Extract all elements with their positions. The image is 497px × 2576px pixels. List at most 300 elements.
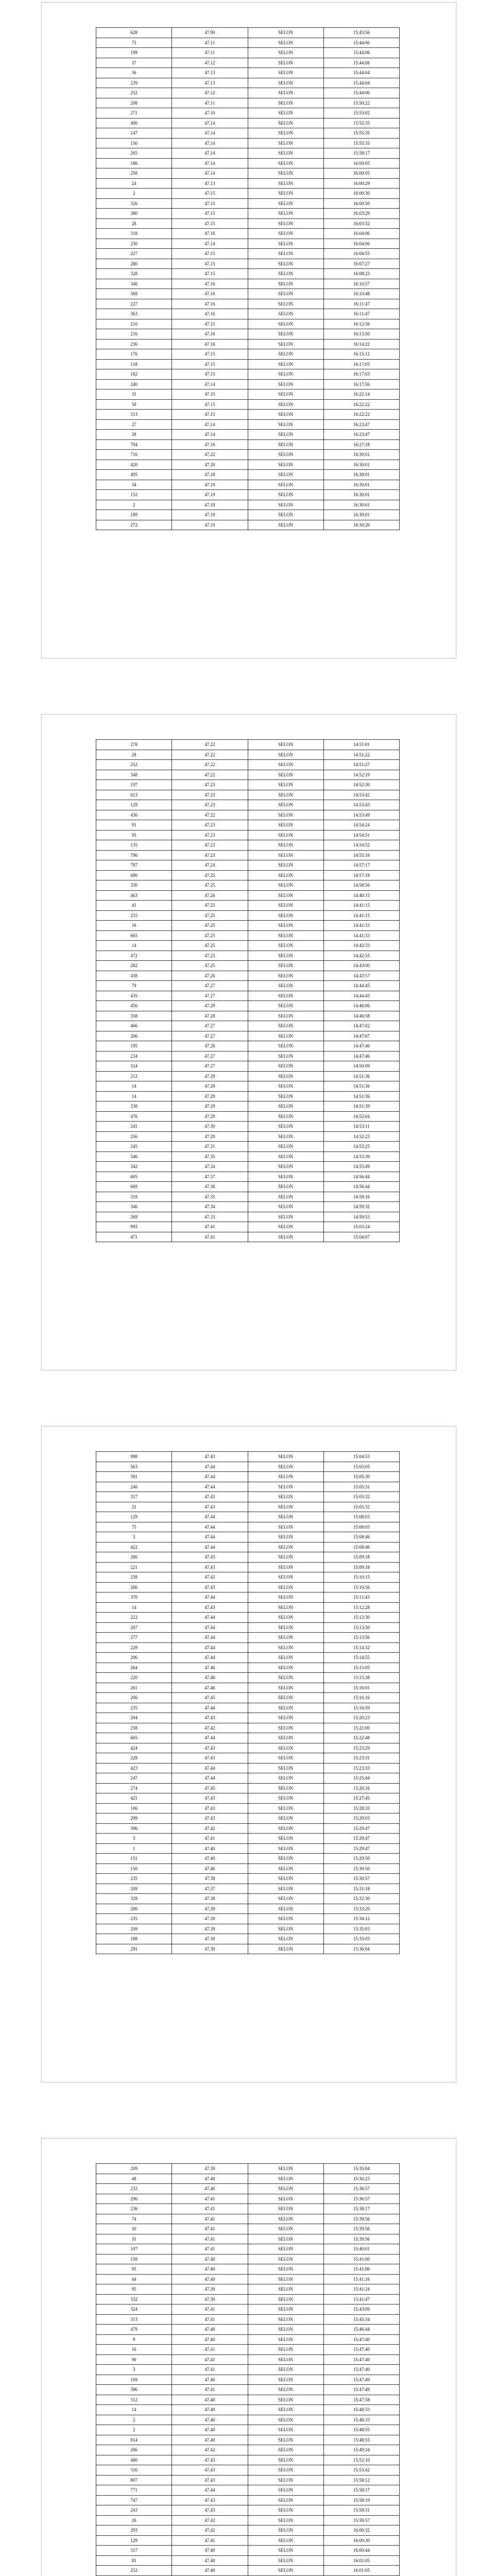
price-cell: 47.15 [172, 218, 248, 229]
price-cell: 47.38 [172, 1874, 248, 1884]
venue-cell: SELON [248, 2254, 323, 2264]
volume-cell: 690 [96, 870, 172, 880]
volume-cell: 563 [96, 1462, 172, 1472]
volume-cell: 3 [96, 1532, 172, 1543]
table-row [96, 2284, 400, 2295]
venue-cell: SELON [248, 921, 323, 931]
time-cell: 15:14:55 [323, 1653, 399, 1663]
venue-cell: SELON [248, 1713, 323, 1723]
volume-cell: 195 [96, 1041, 172, 1052]
table-row [96, 1182, 400, 1192]
volume-cell: 318 [96, 229, 172, 239]
time-cell: 15:16:59 [323, 1703, 399, 1713]
table-row [96, 329, 400, 340]
table-row [96, 941, 400, 951]
volume-cell: 282 [96, 961, 172, 971]
volume-cell: 391 [96, 1472, 172, 1482]
volume-cell: 771 [96, 2485, 172, 2496]
venue-cell: SELON [248, 1122, 323, 1132]
venue-cell: SELON [248, 510, 323, 520]
price-cell: 47.20 [172, 460, 248, 470]
time-cell: 14:53:49 [323, 810, 399, 820]
venue-cell: SELON [248, 2174, 323, 2184]
table-row [96, 2304, 400, 2315]
table-row [96, 1051, 400, 1061]
price-cell: 47.46 [172, 1683, 248, 1693]
time-cell: 16:00:05 [323, 158, 399, 168]
venue-cell: SELON [248, 1472, 323, 1482]
time-cell: 15:29:47 [323, 1834, 399, 1844]
price-cell: 47.25 [172, 930, 248, 941]
volume-cell: 421 [96, 1793, 172, 1804]
time-cell: 16:30:01 [323, 460, 399, 470]
time-cell: 15:08:46 [323, 1542, 399, 1552]
table-row [96, 450, 400, 460]
table-row [96, 1562, 400, 1572]
table-row [96, 2184, 400, 2194]
venue-cell: SELON [248, 1753, 323, 1764]
volume-cell: 74 [96, 2214, 172, 2224]
venue-cell: SELON [248, 218, 323, 229]
table-row [96, 490, 400, 500]
time-cell: 16:11:47 [323, 309, 399, 319]
price-cell: 47.44 [172, 1703, 248, 1713]
price-cell: 47.40 [172, 2254, 248, 2264]
volume-cell: 95 [96, 830, 172, 840]
volume-cell: 313 [96, 410, 172, 420]
table-row [96, 1212, 400, 1222]
price-cell: 47.40 [172, 2375, 248, 2385]
volume-cell: 245 [96, 1142, 172, 1152]
price-cell: 47.37 [172, 1172, 248, 1182]
venue-cell: SELON [248, 1863, 323, 1874]
table-row [96, 439, 400, 450]
table-row [96, 249, 400, 259]
table-row [96, 2546, 400, 2556]
price-cell: 47.40 [172, 2334, 248, 2345]
venue-cell: SELON [248, 279, 323, 289]
price-cell: 47.39 [172, 1914, 248, 1924]
table-row [96, 1582, 400, 1592]
price-cell: 47.14 [172, 239, 248, 249]
volume-cell: 2 [96, 500, 172, 510]
price-cell: 47.44 [172, 1733, 248, 1743]
volume-cell: 747 [96, 2495, 172, 2505]
volume-cell: 236 [96, 2204, 172, 2214]
table-row [96, 2365, 400, 2375]
table-row [96, 1773, 400, 1784]
table-row [96, 921, 400, 931]
table-row [96, 2435, 400, 2445]
time-cell: 15:47:40 [323, 2365, 399, 2375]
volume-cell: 236 [96, 339, 172, 349]
time-cell: 16:15:12 [323, 349, 399, 360]
price-cell: 47.43 [172, 1562, 248, 1572]
venue-cell: SELON [248, 1773, 323, 1784]
table-row [96, 1602, 400, 1613]
price-cell: 47.13 [172, 68, 248, 78]
time-cell: 15:15:38 [323, 1673, 399, 1683]
venue-cell: SELON [248, 1512, 323, 1522]
time-cell: 14:58:56 [323, 880, 399, 891]
volume-cell: 422 [96, 1542, 172, 1552]
volume-cell: 238 [96, 1572, 172, 1583]
time-cell: 15:13:50 [323, 1622, 399, 1633]
volume-cell: 326 [96, 198, 172, 209]
price-cell: 47.43 [172, 1713, 248, 1723]
volume-cell: 48 [96, 2174, 172, 2184]
table-row [96, 1111, 400, 1122]
table-row [96, 339, 400, 349]
table-row [96, 510, 400, 520]
venue-cell: SELON [248, 2505, 323, 2516]
price-cell: 47.39 [172, 2294, 248, 2304]
venue-cell: SELON [248, 108, 323, 118]
table-row [96, 108, 400, 118]
volume-cell: 243 [96, 2505, 172, 2516]
time-cell: 14:51:27 [323, 760, 399, 770]
time-cell: 14:51:01 [323, 740, 399, 750]
volume-cell: 256 [96, 1131, 172, 1142]
table-row [96, 2334, 400, 2345]
time-cell: 16:04:55 [323, 249, 399, 259]
table-row [96, 1834, 400, 1844]
table-row [96, 1031, 400, 1041]
volume-cell: 370 [96, 1592, 172, 1603]
table-row [96, 2325, 400, 2335]
venue-cell: SELON [248, 48, 323, 58]
venue-cell: SELON [248, 2214, 323, 2224]
volume-cell: 227 [96, 299, 172, 309]
table-row [96, 1522, 400, 1532]
price-cell: 47.40 [172, 2425, 248, 2435]
table-row [96, 2405, 400, 2415]
price-cell: 47.40 [172, 2435, 248, 2445]
volume-cell: 313 [96, 2314, 172, 2325]
time-cell: 15:04:07 [323, 1232, 399, 1242]
venue-cell: SELON [248, 269, 323, 279]
time-cell: 16:14:22 [323, 339, 399, 349]
volume-cell: 222 [96, 1613, 172, 1623]
price-cell: 47.22 [172, 760, 248, 770]
price-cell: 47.29 [172, 1001, 248, 1011]
venue-cell: SELON [248, 1162, 323, 1172]
volume-cell: 241 [96, 1122, 172, 1132]
time-cell: 15:47:40 [323, 2345, 399, 2355]
time-cell: 15:25:44 [323, 1773, 399, 1784]
volume-cell: 14 [96, 941, 172, 951]
venue-cell: SELON [248, 1111, 323, 1122]
table-row [96, 1462, 400, 1472]
table-row [96, 2254, 400, 2264]
price-cell: 47.15 [172, 269, 248, 279]
time-cell: 14:41:15 [323, 910, 399, 921]
volume-cell: 16 [96, 921, 172, 931]
volume-cell: 332 [96, 2294, 172, 2304]
table-row [96, 2164, 400, 2174]
table-row [96, 2485, 400, 2496]
volume-cell: 26 [96, 2515, 172, 2526]
table-row [96, 168, 400, 179]
table-row [96, 198, 400, 209]
venue-cell: SELON [248, 1914, 323, 1924]
venue-cell: SELON [248, 1763, 323, 1773]
volume-cell: 316 [96, 2465, 172, 2476]
price-cell: 47.27 [172, 1031, 248, 1041]
volume-cell: 216 [96, 329, 172, 340]
time-cell: 16:00:05 [323, 168, 399, 179]
table-row [96, 2495, 400, 2505]
venue-cell: SELON [248, 971, 323, 981]
price-cell: 47.25 [172, 870, 248, 880]
time-cell: 14:47:07 [323, 1031, 399, 1041]
table-row [96, 1172, 400, 1182]
venue-cell: SELON [248, 189, 323, 199]
table-row [96, 1693, 400, 1703]
time-cell: 15:53:42 [323, 2465, 399, 2476]
price-cell: 47.12 [172, 58, 248, 68]
venue-cell: SELON [248, 2264, 323, 2275]
volume-cell: 2 [96, 189, 172, 199]
venue-cell: SELON [248, 2546, 323, 2556]
table-row [96, 850, 400, 860]
table-row [96, 1854, 400, 1864]
time-cell: 15:47:40 [323, 2354, 399, 2365]
price-cell: 47.43 [172, 1803, 248, 1814]
price-cell: 47.28 [172, 1011, 248, 1021]
time-cell: 15:26:16 [323, 1783, 399, 1793]
time-cell: 14:42:55 [323, 951, 399, 961]
table-row [96, 118, 400, 128]
time-cell: 15:23:31 [323, 1753, 399, 1764]
venue-cell: SELON [248, 2445, 323, 2455]
volume-cell: 36 [96, 68, 172, 78]
time-cell: 14:55:16 [323, 850, 399, 860]
volume-cell: 21 [96, 1502, 172, 1512]
venue-cell: SELON [248, 1482, 323, 1492]
price-cell: 47.43 [172, 1552, 248, 1563]
venue-cell: SELON [248, 319, 323, 329]
venue-cell: SELON [248, 740, 323, 750]
time-cell: 16:13:50 [323, 329, 399, 340]
price-cell: 47.18 [172, 470, 248, 480]
table-row [96, 2345, 400, 2355]
price-cell: 47.44 [172, 1763, 248, 1773]
price-cell: 47.19 [172, 480, 248, 490]
volume-cell: 317 [96, 2546, 172, 2556]
price-cell: 47.27 [172, 1061, 248, 1072]
venue-cell: SELON [248, 430, 323, 440]
table-row [96, 78, 400, 88]
volume-cell: 293 [96, 2526, 172, 2536]
venue-cell: SELON [248, 118, 323, 128]
time-cell: 15:58:17 [323, 148, 399, 159]
table-row [96, 991, 400, 1001]
volume-cell: 90 [96, 2354, 172, 2365]
time-cell: 16:17:03 [323, 359, 399, 369]
volume-cell: 258 [96, 1723, 172, 1733]
price-cell: 47.37 [172, 1884, 248, 1894]
volume-cell: 151 [96, 1854, 172, 1864]
table-row [96, 971, 400, 981]
table-row [96, 1071, 400, 1081]
venue-cell: SELON [248, 910, 323, 921]
volume-cell: 628 [96, 28, 172, 38]
venue-cell: SELON [248, 1874, 323, 1884]
table-row [96, 430, 400, 440]
document-page-1 [41, 2, 456, 658]
volume-cell: 278 [96, 740, 172, 750]
volume-cell: 227 [96, 249, 172, 259]
time-cell: 15:36:57 [323, 2184, 399, 2194]
volume-cell: 271 [96, 108, 172, 118]
time-cell: 15:35:03 [323, 1924, 399, 1934]
price-cell: 47.41 [172, 2345, 248, 2355]
price-cell: 47.16 [172, 299, 248, 309]
volume-cell: 324 [96, 2304, 172, 2315]
volume-cell: 338 [96, 1101, 172, 1112]
price-cell: 47.25 [172, 951, 248, 961]
volume-cell: 252 [96, 2566, 172, 2576]
table-row [96, 480, 400, 490]
time-cell: 14:43:57 [323, 971, 399, 981]
price-cell: 47.44 [172, 1542, 248, 1552]
trades-table [96, 27, 400, 530]
time-cell: 15:50:22 [323, 98, 399, 108]
time-cell: 15:55:35 [323, 118, 399, 128]
volume-cell: 328 [96, 1894, 172, 1904]
table-row [96, 780, 400, 790]
volume-cell: 330 [96, 880, 172, 891]
time-cell: 14:52:23 [323, 1131, 399, 1142]
time-cell: 14:47:02 [323, 1021, 399, 1031]
table-row [96, 1232, 400, 1242]
price-cell: 47.22 [172, 810, 248, 820]
price-cell: 47.27 [172, 991, 248, 1001]
volume-cell: 476 [96, 1111, 172, 1122]
price-cell: 47.25 [172, 921, 248, 931]
time-cell: 15:49:34 [323, 2445, 399, 2455]
table-row [96, 740, 400, 750]
time-cell: 14:47:46 [323, 1041, 399, 1052]
price-cell: 47.44 [172, 1633, 248, 1643]
table-row [96, 369, 400, 380]
price-cell: 47.46 [172, 1663, 248, 1673]
venue-cell: SELON [248, 1834, 323, 1844]
volume-cell: 220 [96, 1673, 172, 1683]
document-page-2 [41, 714, 456, 1370]
venue-cell: SELON [248, 2515, 323, 2526]
volume-cell: 16 [96, 2345, 172, 2355]
table-row [96, 38, 400, 48]
price-cell: 47.23 [172, 840, 248, 851]
table-row [96, 2515, 400, 2526]
time-cell: 15:27:45 [323, 1793, 399, 1804]
price-cell: 47.16 [172, 439, 248, 450]
time-cell: 15:48:55 [323, 2435, 399, 2445]
venue-cell: SELON [248, 439, 323, 450]
time-cell: 15:58:12 [323, 2475, 399, 2485]
time-cell: 14:41:15 [323, 901, 399, 911]
table-row [96, 1081, 400, 1092]
price-cell: 47.40 [172, 2274, 248, 2284]
price-cell: 47.12 [172, 88, 248, 98]
venue-cell: SELON [248, 369, 323, 380]
volume-cell: 207 [96, 1622, 172, 1633]
table-row [96, 1512, 400, 1522]
volume-cell: 75 [96, 38, 172, 48]
time-cell: 16:04:06 [323, 239, 399, 249]
volume-cell: 435 [96, 991, 172, 1001]
venue-cell: SELON [248, 359, 323, 369]
time-cell: 16:01:05 [323, 2555, 399, 2566]
time-cell: 15:23:33 [323, 1763, 399, 1773]
venue-cell: SELON [248, 991, 323, 1001]
volume-cell: 1 [96, 1843, 172, 1854]
volume-cell: 250 [96, 239, 172, 249]
table-row [96, 359, 400, 369]
price-cell: 47.15 [172, 209, 248, 219]
price-cell: 47.15 [172, 189, 248, 199]
venue-cell: SELON [248, 951, 323, 961]
price-cell: 47.41 [172, 1222, 248, 1232]
time-cell: 15:45:34 [323, 2314, 399, 2325]
table-row [96, 1733, 400, 1743]
time-cell: 15:22:48 [323, 1733, 399, 1743]
table-row [96, 951, 400, 961]
table-row [96, 419, 400, 430]
table-row [96, 1192, 400, 1202]
time-cell: 14:59:53 [323, 1212, 399, 1222]
price-cell: 47.40 [172, 1843, 248, 1854]
price-cell: 47.23 [172, 830, 248, 840]
volume-cell: 158 [96, 2254, 172, 2264]
price-cell: 47.27 [172, 1051, 248, 1061]
venue-cell: SELON [248, 1633, 323, 1643]
venue-cell: SELON [248, 168, 323, 179]
price-cell: 47.43 [172, 1743, 248, 1753]
price-cell: 47.25 [172, 961, 248, 971]
price-cell: 47.42 [172, 1572, 248, 1583]
venue-cell: SELON [248, 419, 323, 430]
time-cell: 15:03:24 [323, 1222, 399, 1232]
volume-cell: 129 [96, 2535, 172, 2546]
volume-cell: 317 [96, 1492, 172, 1502]
price-cell: 47.44 [172, 1472, 248, 1482]
price-cell: 47.25 [172, 901, 248, 911]
volume-cell: 109 [96, 2375, 172, 2385]
venue-cell: SELON [248, 2294, 323, 2304]
venue-cell: SELON [248, 1733, 323, 1743]
time-cell: 15:44:06 [323, 88, 399, 98]
venue-cell: SELON [248, 128, 323, 139]
volume-cell: 299 [96, 1814, 172, 1824]
time-cell: 14:44:45 [323, 981, 399, 991]
venue-cell: SELON [248, 1572, 323, 1583]
time-cell: 15:29:50 [323, 1854, 399, 1864]
time-cell: 15:36:04 [323, 1944, 399, 1954]
time-cell: 16:00:32 [323, 2526, 399, 2536]
table-row [96, 2274, 400, 2284]
venue-cell: SELON [248, 2284, 323, 2295]
time-cell: 16:22:22 [323, 410, 399, 420]
time-cell: 15:30:50 [323, 1863, 399, 1874]
price-cell: 47.40 [172, 2405, 248, 2415]
price-cell: 47.14 [172, 138, 248, 148]
volume-cell: 188 [96, 1934, 172, 1944]
venue-cell: SELON [248, 2244, 323, 2255]
volume-cell: 463 [96, 890, 172, 901]
